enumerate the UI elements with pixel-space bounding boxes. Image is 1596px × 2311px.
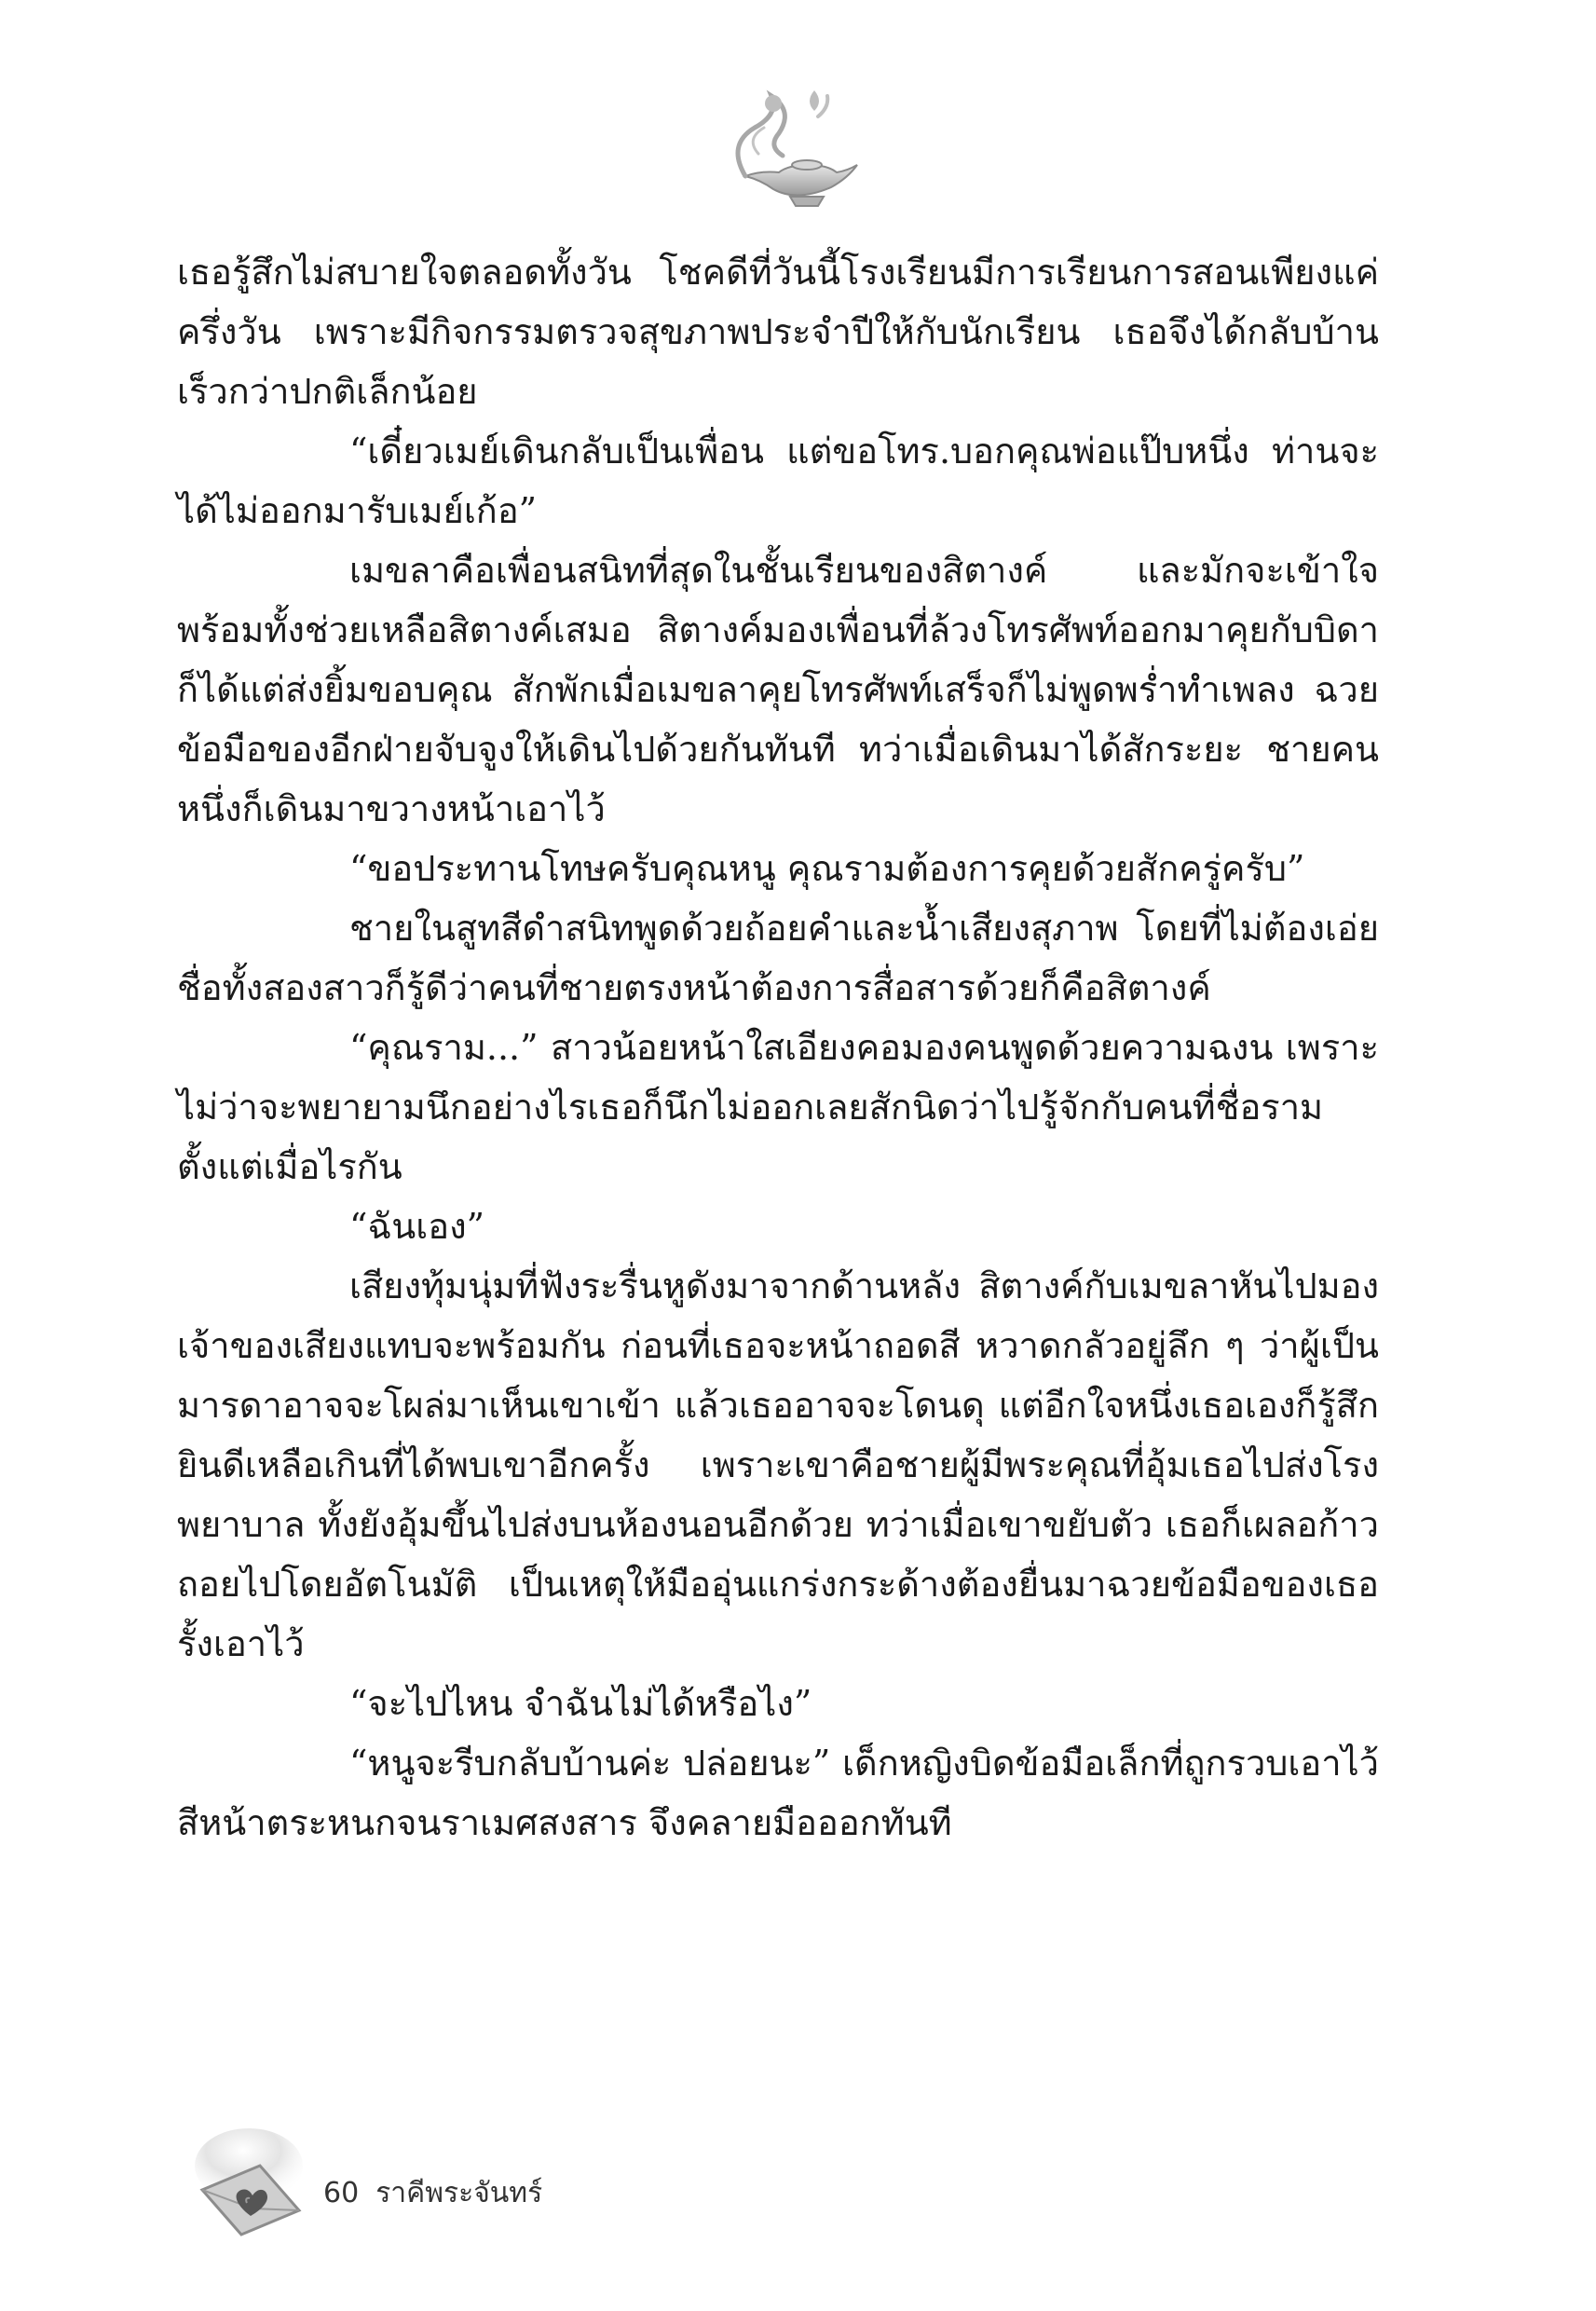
paragraph: เมขลาคือเพื่อนสนิทที่สุดในชั้นเรียนของสิตางค์ และมักจะเข้าใจ พร้อมทั้งช่วยเหลือสิตางค์เสมอ สิตางค์มองเพื่อนที่ล้วงโทรศัพท์ออกมาคุยกับบิดาก็ได้แต่ส่งยิ้มขอบคุณ สักพักเมื่อเมขลาคุยโทรศัพท์เสร็จก็ไม่พูดพร่ำทำเพลง ฉวยข้อมือของอีกฝ่ายจับจูงให้เดินไปด้วยกันทันที ทว่าเมื่อเดินมาได้สักระยะ ชายคนหนึ่งก็เดินมาขวางหน้าเอาไว้ <box>177 550 1379 829</box>
page-number: 60 <box>323 2177 360 2209</box>
chapter-body-text <box>177 242 1379 1853</box>
footer-label <box>323 2171 559 2215</box>
paragraph: “คุณราม...” สาวน้อยหน้าใสเอียงคอมองคนพูดด้วยความฉงน เพราะไม่ว่าจะพยายามนึกอย่างไรเธอก็นึกไม่ออกเลยสักนิดว่าไปรู้จักกับคนที่ชื่อรามตั้งแต่เมื่อไรกัน <box>177 1027 1379 1187</box>
paragraph: เสียงทุ้มนุ่มที่ฟังระรื่นหูดังมาจากด้านหลัง สิตางค์กับเมขลาหันไปมองเจ้าของเสียงแทบจะพร้อมกัน ก่อนที่เธอจะหน้าถอดสี หวาดกลัวอยู่ลึก ๆ ว่าผู้เป็นมารดาอาจจะโผล่มาเห็นเขาเข้า แล้วเธออาจจะโดนดุ แต่อีกใจหนึ่งเธอเองก็รู้สึกยินดีเหลือเกินที่ได้พบเขาอีกครั้ง เพราะเขาคือชายผู้มีพระคุณที่อุ้มเธอไปส่งโรงพยาบาล ทั้งยังอุ้มขึ้นไปส่งบนห้องนอนอีกด้วย ทว่าเมื่อเขาขยับตัว เธอก็เผลอก้าวถอยไปโดยอัตโนมัติ เป็นเหตุให้มืออุ่นแกร่งกระด้างต้องยื่นมาฉวยข้อมือของเธอรั้งเอาไว้ <box>177 1265 1379 1664</box>
paragraph: “ขอประทานโทษครับคุณหนู คุณรามต้องการคุยด้วยสักครู่ครับ” <box>349 848 1305 889</box>
paragraph: “ฉันเอง” <box>349 1206 485 1247</box>
envelope-heart-emblem-icon <box>191 2125 331 2246</box>
paragraph: “เดี๋ยวเมย์เดินกลับเป็นเพื่อน แต่ขอโทร.บอกคุณพ่อแป๊บหนึ่ง ท่านจะได้ไม่ออกมารับเมย์เก้อ” <box>177 431 1379 531</box>
paragraph: “จะไปไหน จำฉันไม่ได้หรือไง” <box>349 1683 812 1724</box>
book-title: ราคีพระจันทร์ <box>375 2177 543 2209</box>
magic-lamp-with-smoke-icon <box>717 79 876 219</box>
paragraph: ชายในสูทสีดำสนิทพูดด้วยถ้อยคำและน้ำเสียงสุภาพ โดยที่ไม่ต้องเอ่ยชื่อทั้งสองสาวก็รู้ดีว่าคนที่ชายตรงหน้าต้องการสื่อสารด้วยก็คือสิตางค์ <box>177 908 1379 1008</box>
paragraph: เธอรู้สึกไม่สบายใจตลอดทั้งวัน โชคดีที่วันนี้โรงเรียนมีการเรียนการสอนเพียงแค่ครึ่งวัน เพราะมีกิจกรรมตรวจสุขภาพประจำปีให้กับนักเรียน เธอจึงได้กลับบ้านเร็วกว่าปกติเล็กน้อย <box>177 252 1379 412</box>
paragraph: “หนูจะรีบกลับบ้านค่ะ ปล่อยนะ” เด็กหญิงบิดข้อมือเล็กที่ถูกรวบเอาไว้ สีหน้าตระหนกจนราเมศสงสาร จึงคลายมือออกทันที <box>177 1743 1379 1843</box>
page-footer <box>191 2125 750 2246</box>
